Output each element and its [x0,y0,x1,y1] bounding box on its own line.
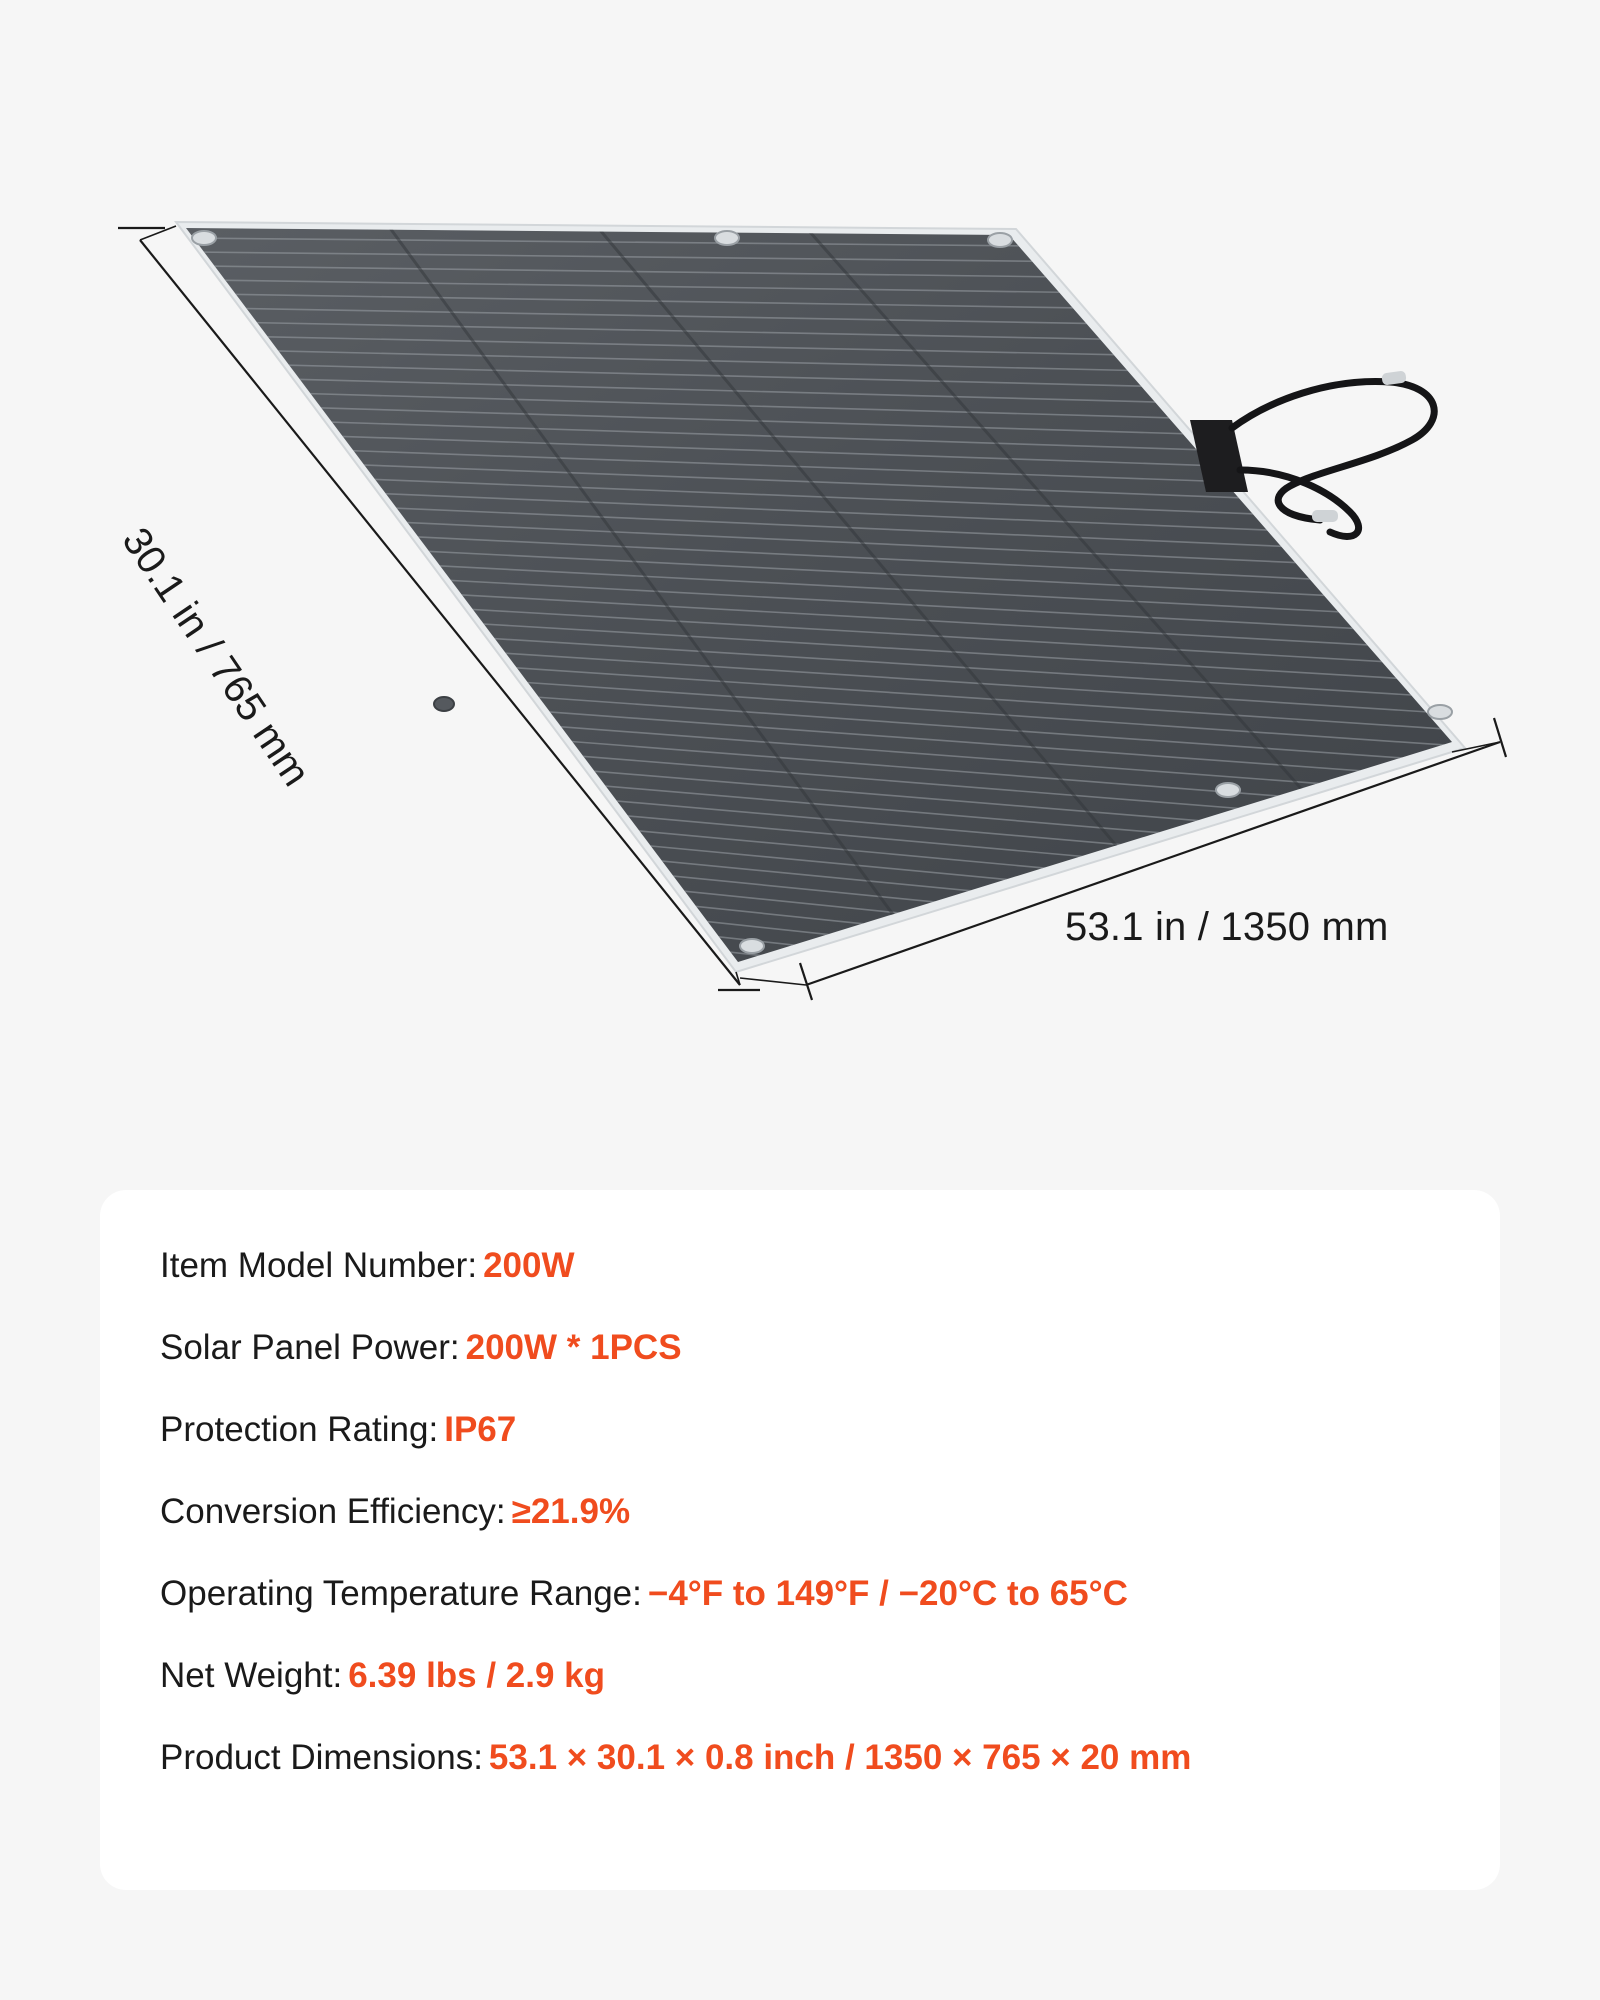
spec-value: −4°F to 149°F / −20°C to 65°C [647,1574,1128,1613]
spec-label: Item Model Number: [160,1246,478,1285]
spec-value: 53.1 × 30.1 × 0.8 inch / 1350 × 765 × 20 mm [488,1738,1192,1777]
spec-value: IP67 [444,1410,517,1449]
spec-row [160,1412,1440,1447]
spec-row [160,1248,1440,1283]
spec-label: Net Weight: [160,1656,343,1695]
spec-value: 200W * 1PCS [465,1328,682,1367]
specifications-card [100,1190,1500,1890]
width-dimension-label: 53.1 in / 1350 mm [1065,905,1389,949]
spec-row [160,1740,1440,1775]
panel-surface [186,228,1452,962]
spec-label: Protection Rating: [160,1410,439,1449]
spec-value: ≥21.9% [511,1492,631,1531]
spec-row [160,1330,1440,1365]
height-dimension-label: 30.1 in / 765 mm [113,520,319,795]
spec-label: Conversion Efficiency: [160,1492,506,1531]
spec-row [160,1494,1440,1529]
spec-row [160,1658,1440,1693]
spec-label: Operating Temperature Range: [160,1574,642,1613]
spec-value: 6.39 lbs / 2.9 kg [348,1656,606,1695]
spec-label: Solar Panel Power: [160,1328,460,1367]
spec-label: Product Dimensions: [160,1738,483,1777]
spec-value: 200W [483,1246,575,1285]
spec-row [160,1576,1440,1611]
